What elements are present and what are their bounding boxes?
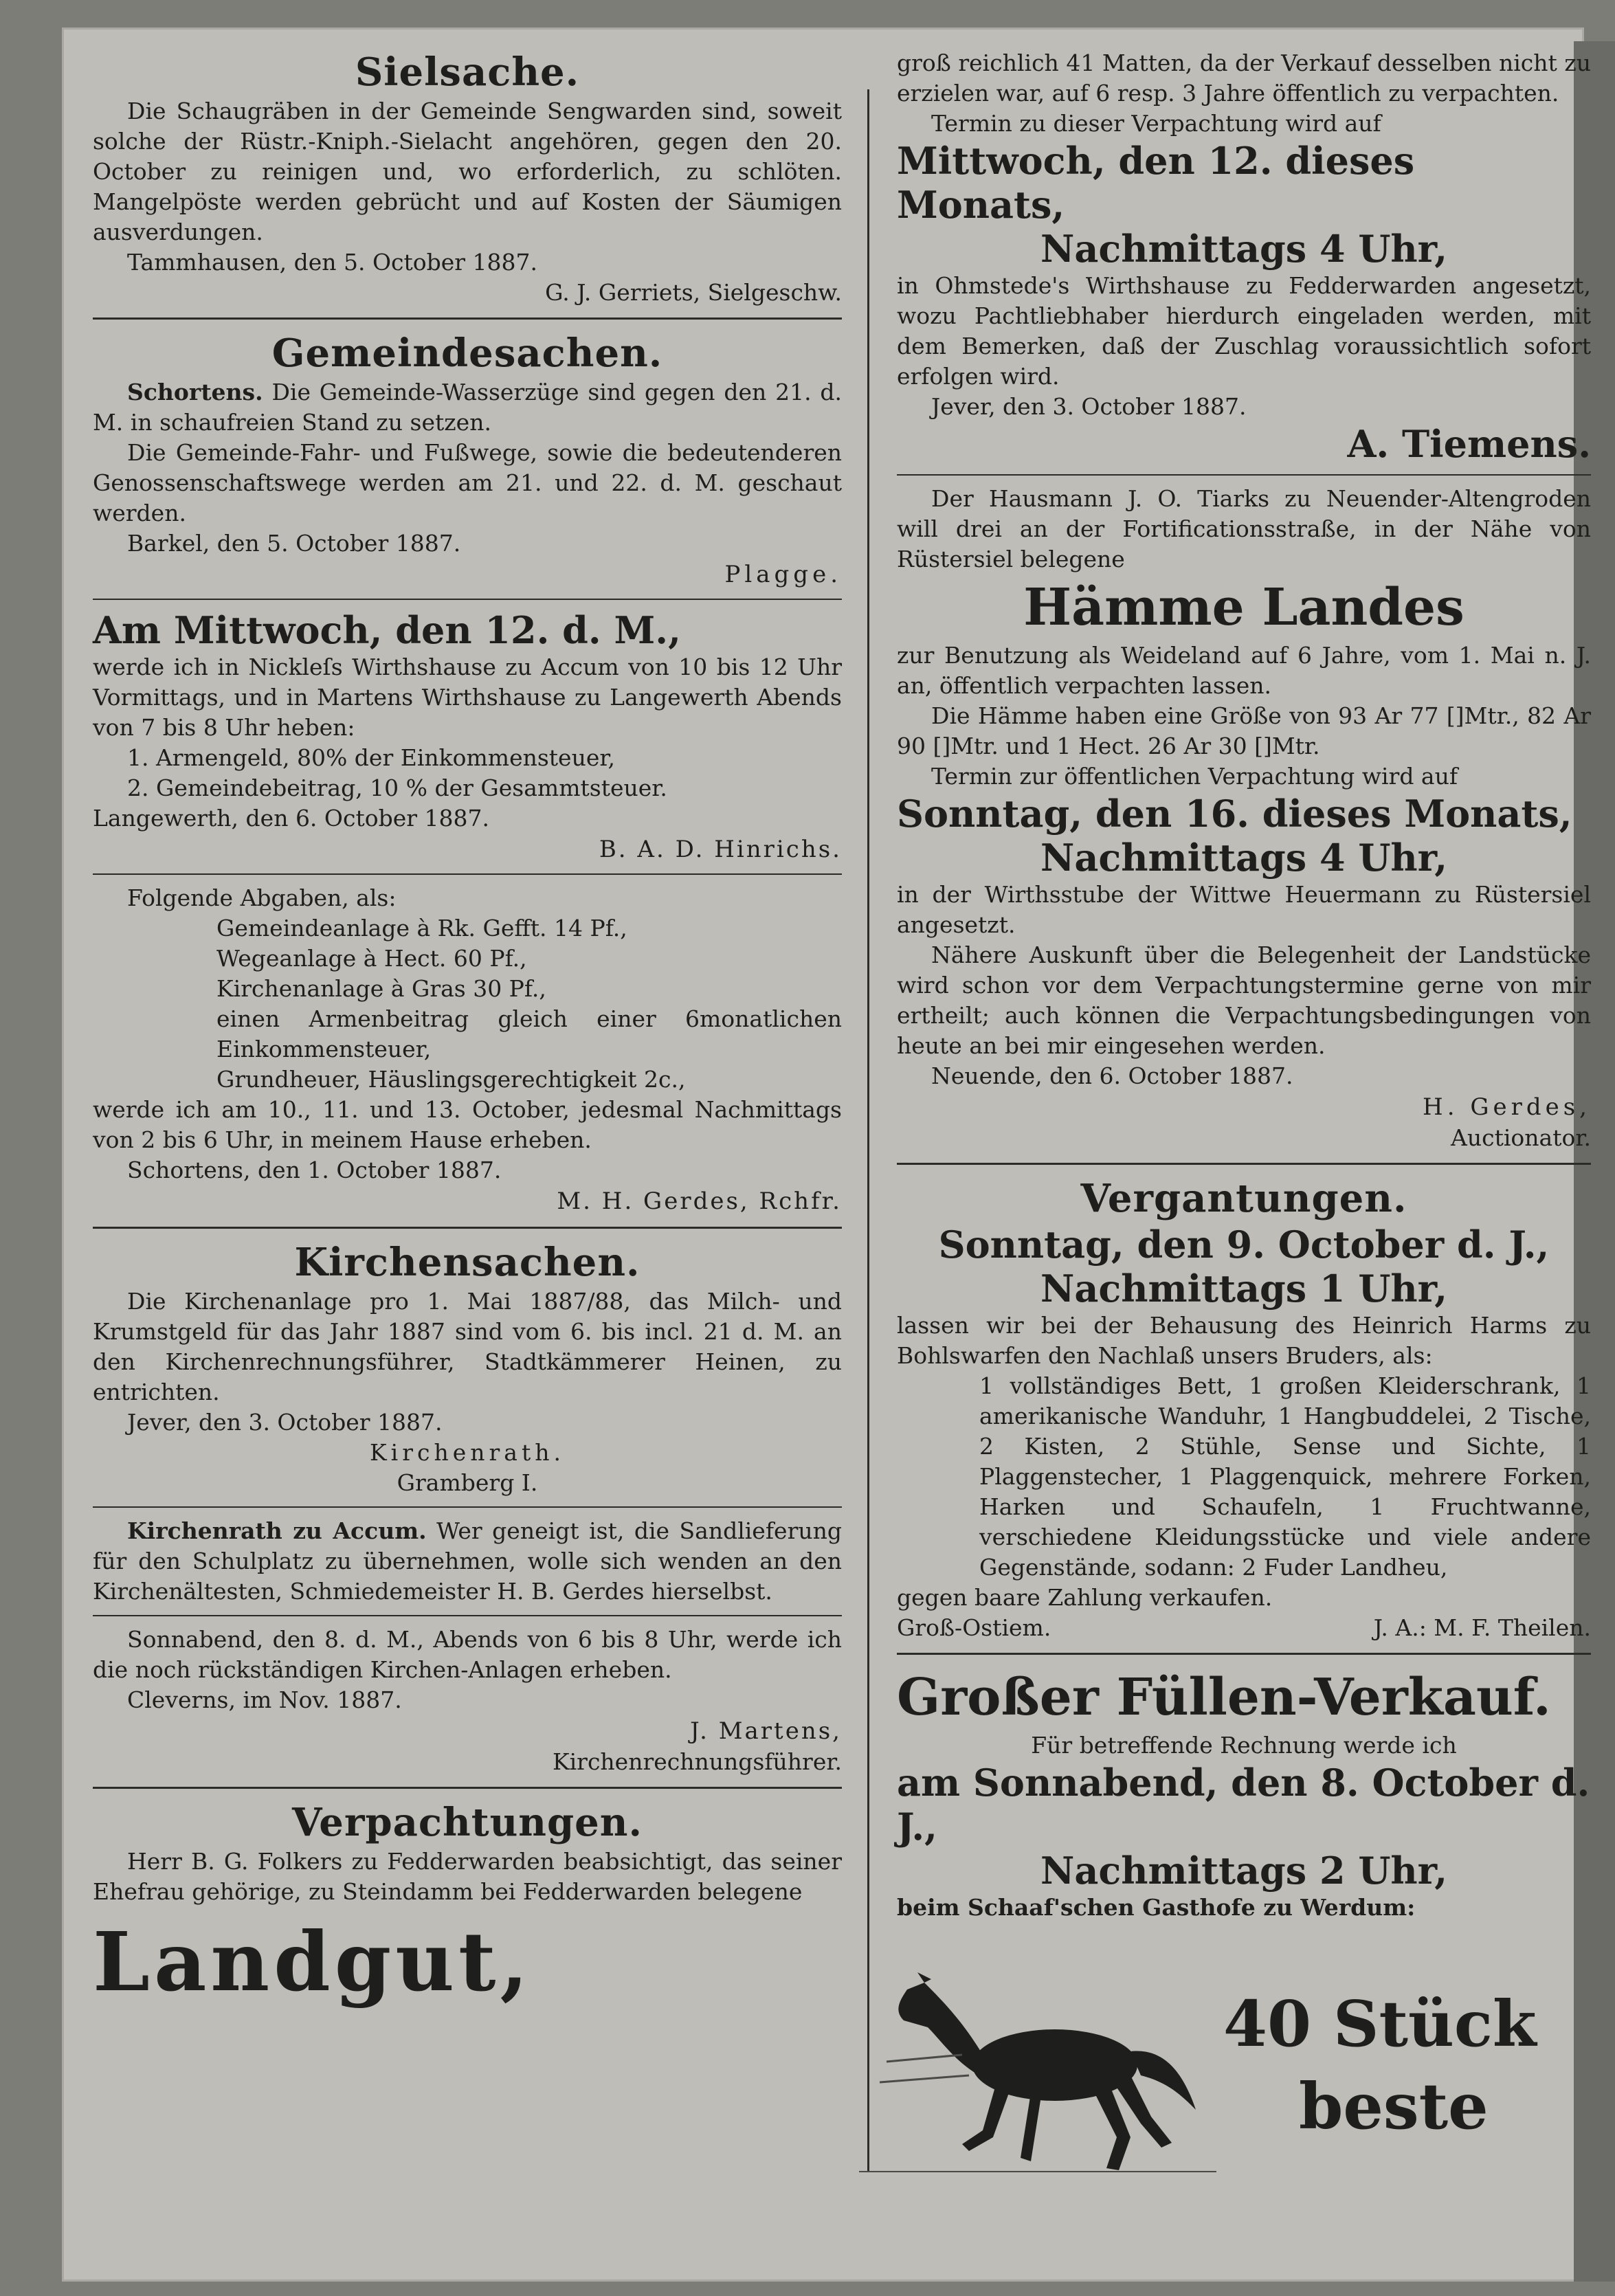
divider [897, 474, 1591, 476]
haemme-landes-heading: Hämme Landes [1023, 578, 1464, 637]
right2-body4: in der Wirthsstube der Wittwe Heuermann zu Rüstersiel angesetzt. [897, 881, 1591, 938]
vergantungen-signature: J. A.: M. F. Theilen. [1373, 1614, 1591, 1641]
right1-body2: in Ohmstede's Wirthshause zu Fedderwarden angesetzt, wozu Pachtliebhaber hierdurch eingeladen werden, mit dem Bemerken, daß der Zuschlag voraussichtlich sofort erfolgen wird. [897, 272, 1591, 390]
accum-place: Langewerth, den 6. October 1887. [93, 805, 489, 832]
landgut-heading: Landgut, [93, 1914, 533, 2009]
sonnabend-signature-2: Kirchenrechnungsführer. [552, 1748, 842, 1775]
fuellen-body: Für betreffende Rechnung werde ich [1031, 1732, 1457, 1759]
right2-body: Der Hausmann J. O. Tiarks zu Neuender-Altengroden will drei an der Fortificationsstraße, in der Nähe von Rüstersiel belegene [897, 485, 1591, 572]
abgaben-item: Grundheuer, Häuslingsgerechtigkeit 2c., [216, 1066, 686, 1093]
fuellen-beste: beste [1299, 2069, 1489, 2143]
right2-time: Nachmittags 4 Uhr, [1040, 836, 1448, 880]
right2-date: Sonntag, den 16. dieses Monats, [897, 792, 1572, 836]
kirchenrath-accum-paragraph [93, 1516, 842, 1607]
divider [93, 317, 842, 320]
accum-body: werde ich in Nickleſs Wirthshause zu Accum von 10 bis 12 Uhr Vormittags, und in Martens Wirthshause zu Langewerth Abends von 7 bis 8 Uhr heben: [93, 654, 842, 741]
gemeinde-lead: Schortens. [127, 379, 263, 405]
right2-body2: zur Benutzung als Weideland auf 6 Jahre, vom 1. Mai n. J. an, öffentlich verpachten lassen. [897, 642, 1591, 699]
horse-illustration-icon [859, 1972, 1216, 2178]
vergantungen-title: Vergantungen. [1080, 1176, 1407, 1221]
sonnabend-signature-1: J. Martens, [690, 1717, 842, 1745]
sonnabend-place: Cleverns, im Nov. 1887. [127, 1686, 402, 1713]
divider [93, 1227, 842, 1229]
gemeinde-signature: Plagge. [724, 561, 842, 588]
gemeinde-place: Barkel, den 5. October 1887. [127, 530, 461, 557]
divider [93, 873, 842, 875]
abgaben-item: einen Armenbeitrag gleich einer 6monatlichen Einkommensteuer, [216, 1005, 842, 1062]
right1-termin: Termin zu dieser Verpachtung wird auf [931, 110, 1381, 137]
gemeinde-body1: Die Gemeinde-Wasserzüge sind gegen den 21. d. M. in schaufreien Stand zu setzen. [93, 379, 842, 436]
right-column [897, 48, 1591, 1923]
divider [897, 1163, 1591, 1165]
sonnabend-body: Sonnabend, den 8. d. M., Abends von 6 bis 8 Uhr, werde ich die noch rückständigen Kirchen-Anlagen erheben. [93, 1626, 842, 1683]
kirchensachen-signature-1: Kirchenrath. [370, 1439, 565, 1466]
right2-body3: Die Hämme haben eine Größe von 93 Ar 77 []Mtr., 82 Ar 90 []Mtr. und 1 Hect. 26 Ar 30 []Mtr. [897, 702, 1591, 759]
kirchenrath-accum-lead: Kirchenrath zu Accum. [127, 1517, 427, 1544]
right1-date: Mittwoch, den 12. dieses Monats, [897, 139, 1415, 227]
vergantungen-items: 1 vollständiges Bett, 1 großen Kleiderschrank, 1 amerikanische Wanduhr, 1 Hangbuddelei, 2 Tische, 2 Kisten, 2 Stühle, Sense und Sichte, 1 Plaggenstecher, 1 Plaggenquick, mehrere Forken, Harken und Schaufeln, 1 Fruchtwanne, verschiedene Kleidungsstücke und viele andere Gegenstände, sodann: 2 Fuder Landheu, [979, 1372, 1591, 1581]
abgaben-item: Gemeindeanlage à Rk. Gefft. 14 Pf., [216, 915, 627, 941]
right2-body5: Nähere Auskunft über die Belegenheit der Landstücke wird schon vor dem Verpachtungstermine gerne von mir ertheilt; auch können die Verpachtungsbedingungen von heute an bei mir eingesehen werden. [897, 941, 1591, 1059]
vergantungen-body: lassen wir bei der Behausung des Heinrich Harms zu Bohlswarfen den Nachlaß unsers Bruders, als: [897, 1312, 1591, 1369]
verpachtungen-body: Herr B. G. Folkers zu Fedderwarden beabsichtigt, das seiner Ehefrau gehörige, zu Steindamm bei Fedderwarden belegene [93, 1848, 842, 1905]
accum-title: Am Mittwoch, den 12. d. M., [93, 608, 681, 652]
fuellen-title: Großer Füllen-Verkauf. [897, 1668, 1551, 1727]
vergantungen-time: Nachmittags 1 Uhr, [1040, 1267, 1448, 1311]
accum-item-1: 1. Armengeld, 80% der Einkommensteuer, [127, 744, 615, 771]
kirchensachen-place: Jever, den 3. October 1887. [127, 1409, 443, 1436]
right2-signature-1: H. Gerdes, [1423, 1093, 1591, 1121]
column-divider [867, 89, 869, 2172]
divider [93, 1506, 842, 1508]
accum-item-2: 2. Gemeindebeitrag, 10 % der Gesammtsteuer. [127, 774, 667, 801]
abgaben-item: Kirchenanlage à Gras 30 Pf., [216, 975, 546, 1002]
right1-time: Nachmittags 4 Uhr, [1040, 227, 1448, 271]
accum-signature: B. A. D. Hinrichs. [599, 836, 842, 863]
right1-place: Jever, den 3. October 1887. [931, 393, 1247, 420]
fuellen-time: Nachmittags 2 Uhr, [1040, 1849, 1448, 1893]
divider [93, 1615, 842, 1616]
gemeinde-paragraph [93, 377, 842, 438]
fuellen-place: beim Schaaf'schen Gasthofe zu Werdum: [897, 1894, 1416, 1921]
divider [897, 1653, 1591, 1655]
vergantungen-place: Groß-Ostiem. [897, 1614, 1051, 1641]
divider [93, 599, 842, 600]
right2-place: Neuende, den 6. October 1887. [931, 1062, 1293, 1089]
right1-body: groß reichlich 41 Matten, da der Verkauf desselben nicht zu erzielen war, auf 6 resp. 3 Jahre öffentlich zu verpachten. [897, 49, 1591, 107]
gemeinde-title: Gemeindesachen. [271, 331, 663, 376]
right2-signature-2: Auctionator. [1451, 1124, 1591, 1151]
vergantungen-body2: gegen baare Zahlung verkaufen. [897, 1584, 1273, 1611]
gemeinde-body2: Die Gemeinde-Fahr- und Fußwege, sowie die bedeutenderen Genossenschaftswege werden am 21. und 22. d. M. geschaut werden. [93, 439, 842, 526]
kirchenrath-accum-body: Wer geneigt ist, die Sandlieferung für den Schulplatz zu übernehmen, wolle sich wenden an den Kirchenältesten, Schmiedemeister H. B. Gerdes hierselbst. [93, 1517, 842, 1605]
fuellen-date: am Sonnabend, den 8. October d. J., [897, 1761, 1590, 1849]
abgaben-item: Wegeanlage à Hect. 60 Pf., [216, 945, 527, 972]
sielsache-place: Tammhausen, den 5. October 1887. [127, 249, 538, 276]
abgaben-place: Schortens, den 1. October 1887. [127, 1157, 502, 1183]
sielsache-body: Die Schaugräben in der Gemeinde Sengwarden sind, soweit solche der Rüstr.-Kniph.-Sielacht angehören, gegen den 20. October zu reinigen und, wo erforderlich, zu schlöten. Mangelpöste werden gebrücht und auf Kosten der Säumigen ausverdungen. [93, 98, 842, 245]
divider [93, 1787, 842, 1789]
fuellen-count: 40 Stück [1223, 1987, 1537, 2061]
verpachtungen-title: Verpachtungen. [292, 1800, 643, 1845]
right1-signature: A. Tiemens. [1347, 422, 1591, 466]
kirchensachen-signature-2: Gramberg I. [397, 1469, 538, 1496]
abgaben-intro: Folgende Abgaben, als: [127, 884, 397, 911]
kirchensachen-body: Die Kirchenanlage pro 1. Mai 1887/88, das Milch- und Krumstgeld für das Jahr 1887 sind vom 6. bis incl. 21 d. M. an den Kirchenrechnungsführer, Stadtkämmerer Heinen, zu entrichten. [93, 1288, 842, 1405]
right2-termin: Termin zur öffentlichen Verpachtung wird auf [931, 763, 1458, 790]
vergantungen-date: Sonntag, den 9. October d. J., [938, 1223, 1550, 1267]
sielsache-title: Sielsache. [355, 49, 580, 95]
abgaben-signature: M. H. Gerdes, Rchfr. [557, 1188, 842, 1215]
abgaben-body: werde ich am 10., 11. und 13. October, jedesmal Nachmittags von 2 bis 6 Uhr, in meinem Hause erheben. [93, 1096, 842, 1153]
kirchensachen-title: Kirchensachen. [294, 1240, 641, 1285]
left-column [93, 48, 842, 2010]
vergantungen-footer [897, 1613, 1591, 1643]
sielsache-signature: G. J. Gerriets, Sielgeschw. [545, 279, 842, 306]
